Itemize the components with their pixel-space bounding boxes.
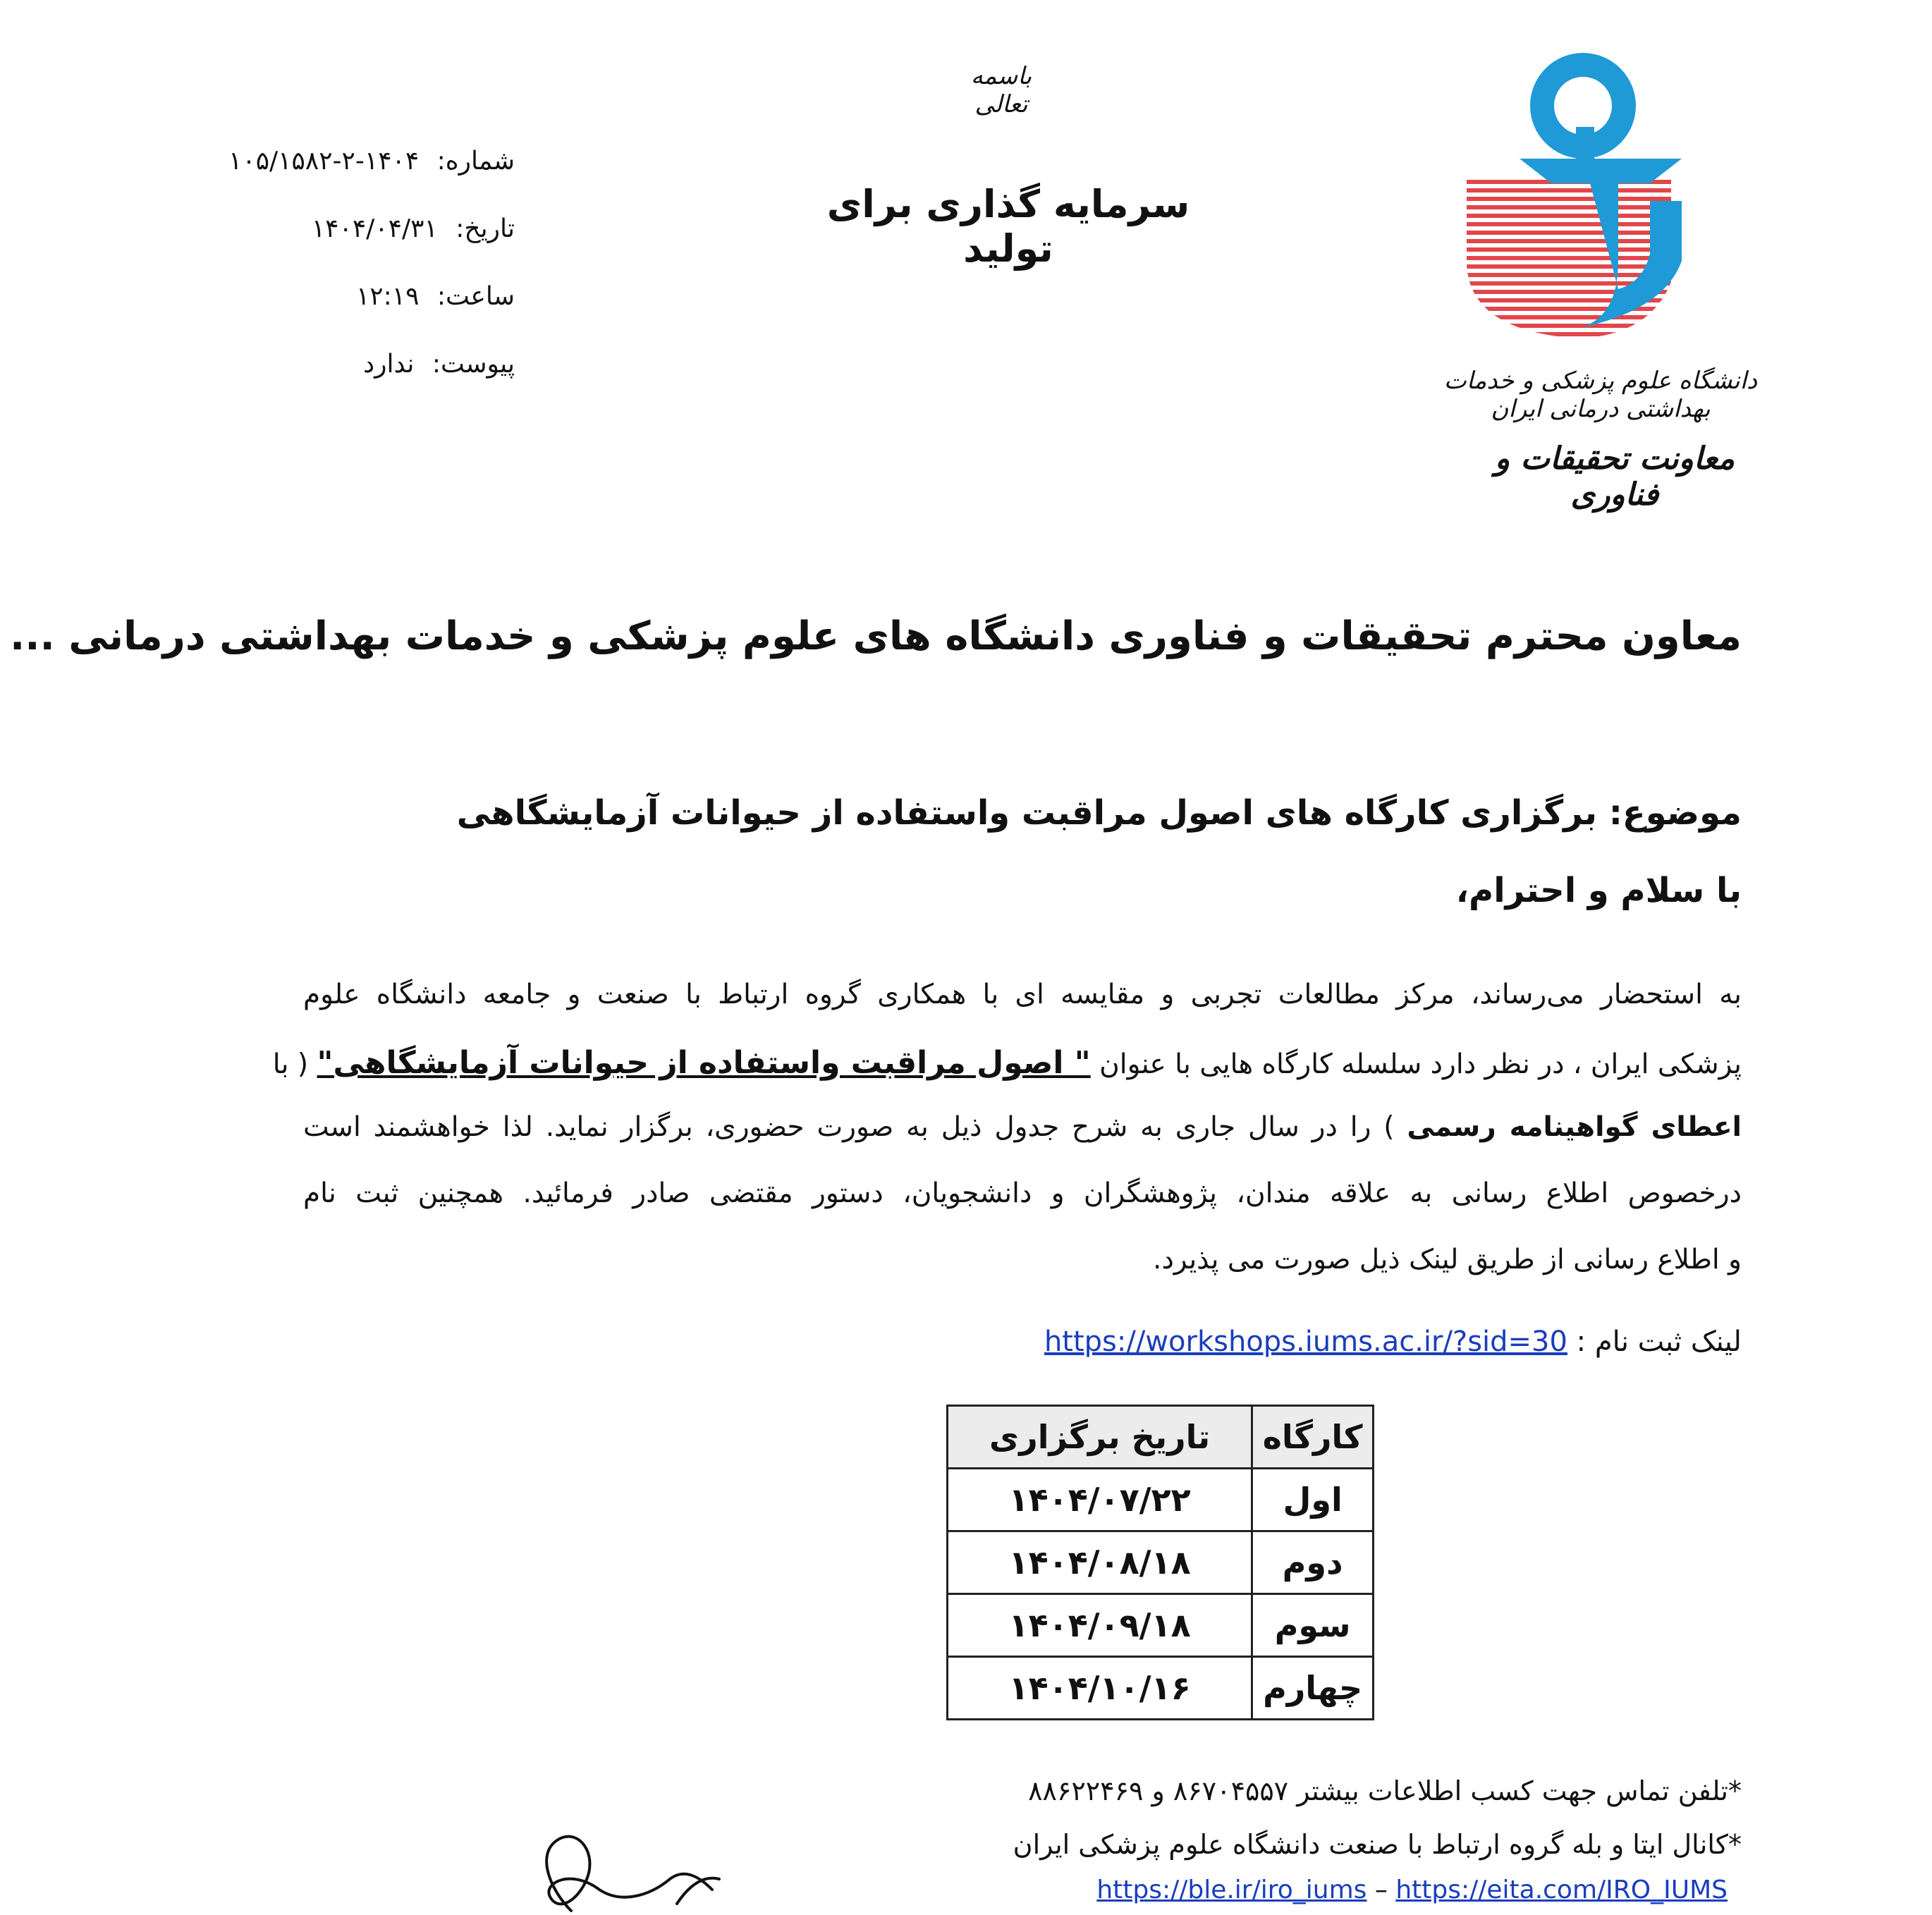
letter-date-value: ۱۴۰۴/۰۴/۳۱ (311, 214, 438, 243)
addressee: معاون محترم تحقیقات و فناوری دانشگاه های علوم پزشکی و خدمات بهداشتی درمانی ... (9, 613, 1742, 659)
letter-time-value: ۱۲:۱۹ (355, 282, 420, 311)
header-date: تاریخ برگزاری (948, 1406, 1252, 1469)
logo-stripe (1460, 239, 1678, 243)
logo-stripe (1460, 324, 1678, 328)
workshop-date: ۱۴۰۴/۰۷/۲۲ (948, 1469, 1252, 1531)
logo-stripe (1460, 231, 1678, 235)
basmala: باسمه تعالی (970, 62, 1032, 118)
signature-icon (508, 1812, 762, 1915)
workshop-date: ۱۴۰۴/۰۸/۱۸ (948, 1531, 1252, 1594)
ble-link[interactable]: https://ble.ir/iro_iums (1096, 1876, 1367, 1904)
logo-blue-stem (1576, 127, 1594, 162)
paragraph-line-2-end: ( با (272, 1048, 309, 1080)
logo-stripe (1460, 247, 1678, 252)
workshop-title: " اصول مراقبت واستفاده از حیوانات آزمایشگاهی" (317, 1045, 1091, 1081)
paragraph-line-4: درخصوص اطلاع رسانی به علاقه مندان، پژوهشگران و دانشجویان، دستور مقتضی صادر فرمائید. همچنین ثبت نام (303, 1177, 1742, 1209)
logo-stripe (1460, 315, 1678, 319)
logo-stripe (1460, 222, 1678, 226)
link-separator: – (1374, 1876, 1388, 1904)
logo-blue-bar (1520, 159, 1682, 183)
logo-stripe (1460, 214, 1678, 218)
eita-link[interactable]: https://eita.com/IRO_IUMS (1395, 1876, 1728, 1904)
logo-stripe (1460, 332, 1678, 336)
contact-phone: *تلفن تماس جهت کسب اطلاعات بیشتر ۸۶۷۰۴۵۵۷ و ۸۸۶۲۲۴۶۹ (1028, 1775, 1742, 1806)
workshop-name: دوم (1252, 1531, 1374, 1594)
table-row (948, 1657, 1374, 1720)
letter-time-row (176, 282, 515, 311)
letter-date-row (176, 214, 515, 243)
logo-stripe (1460, 307, 1678, 311)
paragraph-line-3-rest: ) را در سال جاری به شرح جدول ذیل به صورت حضوری، برگزار نماید. لذا خواهشمند است (303, 1111, 1395, 1143)
table-header-row (948, 1406, 1374, 1469)
logo-stripe (1460, 197, 1678, 201)
workshop-name: سوم (1252, 1594, 1374, 1657)
subject-line (190, 793, 1742, 833)
paragraph-line-3 (303, 1111, 1742, 1143)
subject-text: برگزاری کارگاه های اصول مراقبت واستفاده از حیوانات آزمایشگاهی (456, 793, 1597, 833)
paragraph-line-2-start: پزشکی ایران ، در نظر دارد سلسله کارگاه هایی با عنوان (1099, 1048, 1742, 1080)
letter-number-label: شماره: (436, 147, 515, 176)
registration-label: لینک ثبت نام : (1576, 1326, 1742, 1358)
slogan: سرمایه گذاری برای تولید (826, 182, 1190, 271)
letter-attachment-row (176, 350, 515, 379)
channel-links (740, 1876, 1728, 1904)
logo-stripe (1460, 188, 1678, 192)
greeting: با سلام و احترام، (1455, 871, 1742, 910)
workshop-name: اول (1252, 1469, 1374, 1531)
certificate-note: اعطای گواهینامه رسمی (1407, 1111, 1742, 1143)
letter-date-label: تاریخ: (456, 214, 515, 243)
letter-number-row (176, 147, 515, 176)
table-row (948, 1594, 1374, 1657)
workshop-schedule-table (946, 1405, 1374, 1720)
logo-stripe (1460, 256, 1678, 260)
workshop-date: ۱۴۰۴/۱۰/۱۶ (948, 1657, 1252, 1720)
university-logo-icon (1438, 49, 1742, 345)
header-workshop: کارگاه (1252, 1406, 1374, 1469)
paragraph-line-5: و اطلاع رسانی از طریق لینک ذیل صورت می پذیرد. (1153, 1244, 1742, 1275)
letter-attachment-label: پیوست: (432, 350, 515, 379)
letter-number-value: ۱۴۰۴-۲-۱۰۵/۱۵۸۲ (228, 147, 420, 176)
organization-name: دانشگاه علوم پزشکی و خدمات بهداشتی درمانی ایران (1443, 367, 1758, 423)
logo-red-stripes (1460, 180, 1678, 336)
channel-note: *کانال ایتا و بله گروه ارتباط با صنعت دانشگاه علوم پزشکی ایران (1013, 1829, 1742, 1860)
workshop-date: ۱۴۰۴/۰۹/۱۸ (948, 1594, 1252, 1657)
logo-stripe (1460, 205, 1678, 209)
letter-attachment-value: ندارد (363, 350, 415, 379)
paragraph-line-2 (272, 1045, 1742, 1081)
department-name: معاونت تحقیقات و فناوری (1494, 441, 1735, 513)
workshop-name: چهارم (1252, 1657, 1374, 1720)
paragraph-line-1: به استحضار می‌رساند، مرکز مطالعات تجربی و مقایسه ای با همکاری گروه ارتباط با صنعت و جامعه دانشگاه علوم (303, 979, 1742, 1010)
table-row (948, 1469, 1374, 1531)
letter-time-label: ساعت: (436, 282, 515, 311)
logo-blue-curve (1579, 183, 1682, 328)
subject-label: موضوع: (1608, 793, 1742, 833)
registration-line (825, 1326, 1742, 1358)
registration-link[interactable]: https://workshops.iums.ac.ir/?sid=30 (1044, 1326, 1567, 1358)
table-row (948, 1531, 1374, 1594)
